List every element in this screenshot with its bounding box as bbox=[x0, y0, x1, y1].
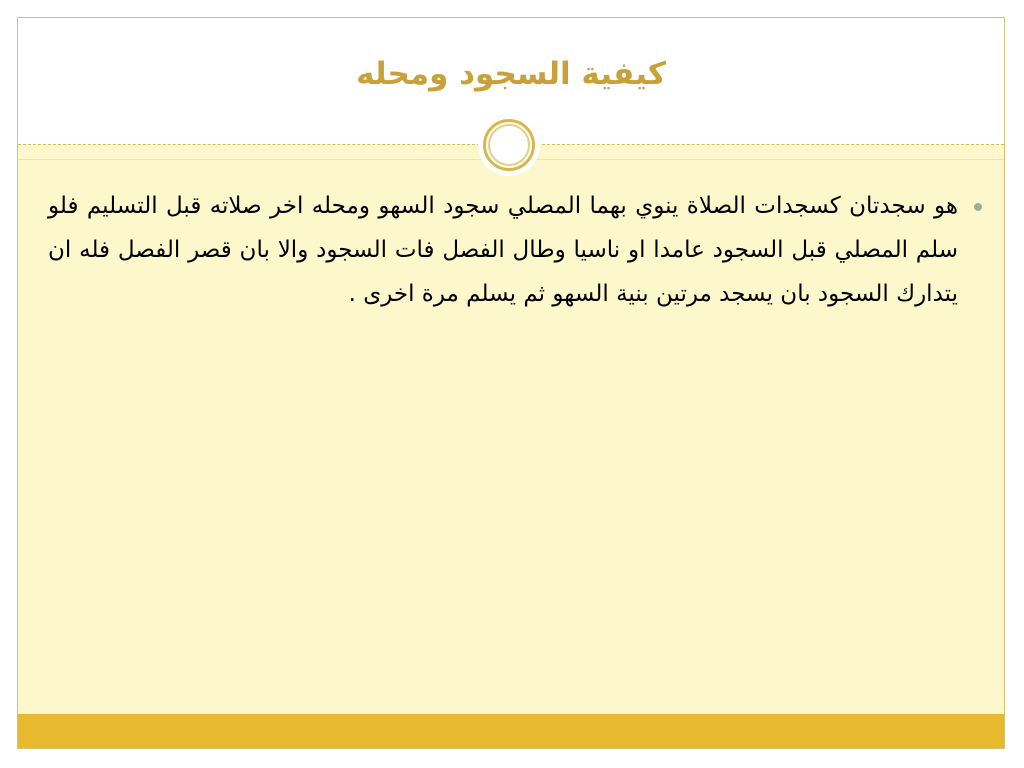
slide bbox=[17, 17, 1005, 749]
bullet-item bbox=[48, 184, 958, 316]
circle-ornament-icon bbox=[478, 114, 540, 176]
slide-title: كيفية السجود ومحله bbox=[356, 56, 666, 92]
bullet-text: هو سجدتان كسجدات الصلاة ينوي بهما المصلي سجود السهو ومحله اخر صلاته قبل التسليم فلو سلم المصلي قبل السجود عامدا او ناسيا وطال الفصل فات السجود والا بان قصر الفصل فله ان يتدارك السجود بان يسجد مرتين بنية السهو ثم يسلم مرة اخرى . bbox=[48, 193, 958, 307]
ring-inner bbox=[488, 124, 530, 166]
bullet-icon bbox=[974, 203, 982, 211]
bottom-bar bbox=[18, 714, 1004, 748]
content-body bbox=[48, 184, 958, 316]
